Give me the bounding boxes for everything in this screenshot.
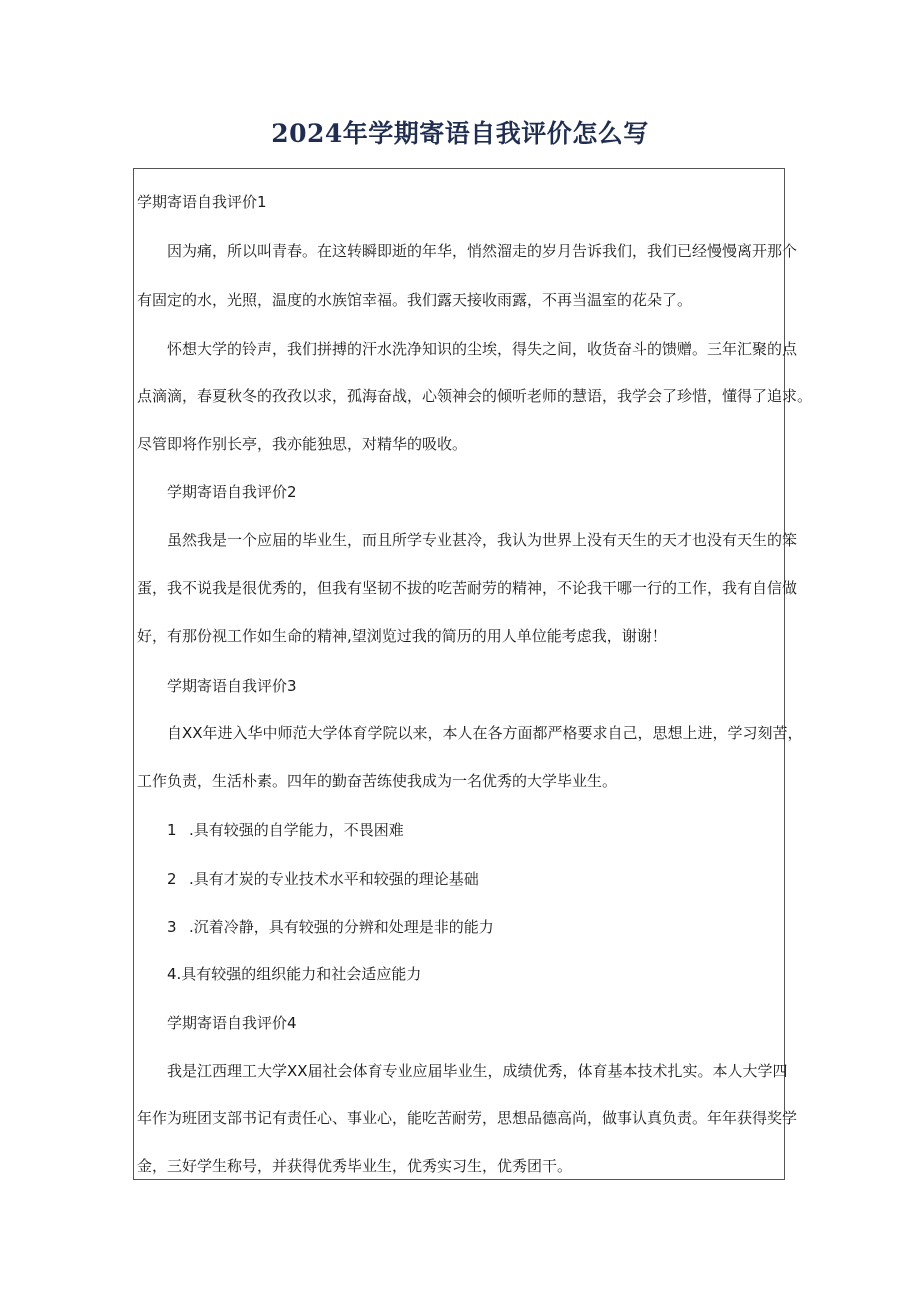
paragraph-line: 有固定的水，光照，温度的水族馆幸福。我们露天接收雨露，不再当温室的花朵了。: [137, 291, 693, 309]
paragraph-line: 好，有那份视工作如生命的精神,望浏览过我的简历的用人单位能考虑我，谢谢！: [137, 627, 667, 645]
list-item: [167, 820, 404, 840]
paragraph-line: 因为痛，所以叫青春。在这转瞬即逝的年华，悄然溜走的岁月告诉我们，我们已经慢慢离开那个: [167, 242, 798, 260]
paragraph-line: 年作为班团支部书记有责任心、事业心，能吃苦耐劳，思想品德高尚，做事认真负责。年年获得奖学: [137, 1109, 798, 1127]
paragraph-line: 自XX年进入华中师范大学体育学院以来，本人在各方面都严格要求自己，思想上进，学习刻苦，: [167, 724, 803, 742]
paragraph-line: 蛋，我不说我是很优秀的，但我有坚韧不拔的吃苦耐劳的精神，不论我干哪一行的工作，我有自信做: [137, 579, 798, 597]
paragraph-line: 工作负责，生活朴素。四年的勤奋苦练使我成为一名优秀的大学毕业生。: [137, 772, 618, 790]
paragraph-line: 怀想大学的铃声，我们拼搏的汗水洗净知识的尘埃，得失之间，收货奋斗的馈赠。三年汇聚的点: [167, 340, 798, 358]
section-heading: 学期寄语自我评价4: [167, 1014, 297, 1032]
list-item: [167, 917, 494, 937]
section-heading: 学期寄语自我评价1: [137, 193, 267, 211]
paragraph-line: 金，三好学生称号，并获得优秀毕业生，优秀实习生，优秀团干。: [137, 1157, 573, 1175]
list-item-number: 3: [167, 918, 177, 936]
list-item-text: .具有才炭的专业技术水平和较强的理论基础: [189, 870, 479, 888]
list-item-text: .沉着冷静，具有较强的分辨和处理是非的能力: [189, 918, 494, 936]
list-item: [167, 964, 421, 984]
section-heading: 学期寄语自我评价3: [167, 677, 297, 695]
paragraph-line: 点滴滴，春夏秋冬的孜孜以求，孤海奋战，心领神会的倾听老师的慧语，我学会了珍惜，懂得了追求。: [137, 387, 813, 405]
list-item: [167, 869, 479, 889]
paragraph-line: 尽管即将作别长亭，我亦能独思，对精华的吸收。: [137, 435, 468, 453]
paragraph-line: 我是江西理工大学XX届社会体育专业应届毕业生，成绩优秀，体育基本技术扎实。本人大学四: [167, 1062, 788, 1080]
section-heading: 学期寄语自我评价2: [167, 483, 297, 501]
list-item-text: 4.具有较强的组织能力和社会适应能力: [167, 965, 422, 983]
list-item-number: 2: [167, 870, 177, 888]
list-item-number: 1: [167, 821, 177, 839]
document-title: 2024年学期寄语自我评价怎么写: [271, 119, 649, 148]
list-item-text: .具有较强的自学能力，不畏困难: [189, 821, 404, 839]
paragraph-line: 虽然我是一个应届的毕业生，而且所学专业甚冷，我认为世界上没有天生的天才也没有天生的笨: [167, 531, 798, 549]
